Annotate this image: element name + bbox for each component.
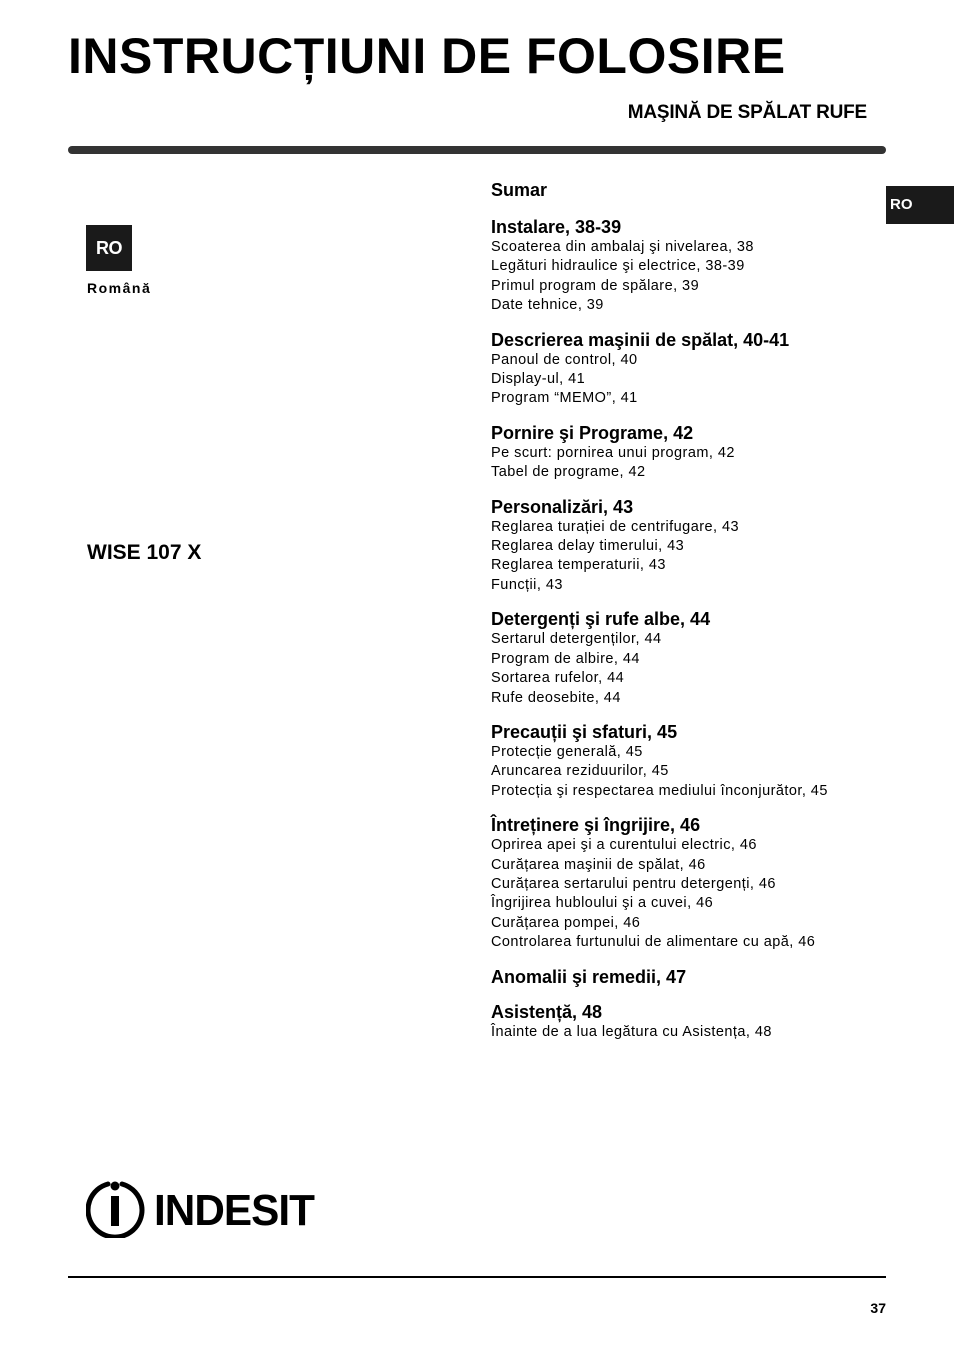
language-side-tab: RO bbox=[886, 186, 954, 224]
logo-emblem-icon bbox=[88, 1182, 142, 1238]
toc-item: Primul program de spălare, 39 bbox=[491, 277, 700, 294]
toc-section bbox=[491, 609, 886, 708]
toc-item: Îngrijirea hubloului şi a cuvei, 46 bbox=[491, 895, 714, 912]
toc-item: Sertarul detergenților, 44 bbox=[491, 631, 662, 648]
toc-item: Curățarea maşinii de spălat, 46 bbox=[491, 856, 706, 873]
toc-item: Date tehnice, 39 bbox=[491, 297, 604, 314]
logo-wordmark: INDESIT bbox=[154, 1186, 316, 1235]
toc-section-heading: Instalare, 38-39 bbox=[491, 217, 622, 237]
toc-item: Controlarea furtunului de alimentare cu apă, 46 bbox=[491, 934, 816, 951]
toc-section-heading: Detergenți şi rufe albe, 44 bbox=[491, 609, 711, 630]
toc-item-list bbox=[491, 743, 886, 801]
toc-item-list bbox=[491, 351, 886, 409]
toc-item: Reglarea delay timerului, 43 bbox=[491, 538, 685, 555]
toc-item: Scoaterea din ambalaj şi nivelarea, 38 bbox=[491, 239, 754, 255]
toc-section-heading: Anomalii şi remedii, 47 bbox=[491, 966, 687, 987]
language-name: Română bbox=[87, 280, 152, 296]
toc-item-list bbox=[491, 836, 886, 952]
header-divider bbox=[68, 146, 886, 154]
document-subtitle: MAŞINĂ DE SPĂLAT RUFE bbox=[627, 102, 867, 123]
toc-item: Rufe deosebite, 44 bbox=[491, 689, 621, 706]
toc-item: Înainte de a lua legătura cu Asistența, 48 bbox=[491, 1023, 772, 1040]
table-of-contents bbox=[491, 179, 886, 1056]
language-badge: RO bbox=[86, 225, 132, 271]
toc-item-list bbox=[491, 1023, 886, 1042]
toc-item: Oprirea apei şi a curentului electric, 46 bbox=[491, 837, 757, 854]
page-number: 37 bbox=[870, 1300, 886, 1316]
toc-section bbox=[491, 722, 886, 801]
toc-section-heading: Întreținere şi îngrijire, 46 bbox=[491, 815, 701, 836]
toc-item: Funcții, 43 bbox=[491, 576, 563, 593]
toc-item-list bbox=[491, 518, 886, 596]
toc-section bbox=[491, 815, 886, 952]
toc-section bbox=[491, 330, 886, 409]
model-name: WISE 107 X bbox=[87, 541, 202, 564]
toc-item-list bbox=[491, 444, 886, 483]
toc-item: Curățarea sertarului pentru detergenți, 46 bbox=[491, 875, 776, 892]
toc-sections bbox=[491, 217, 886, 1042]
toc-item: Pe scurt: pornirea unui program, 42 bbox=[491, 444, 735, 461]
toc-item: Protecția şi respectarea mediului înconjurător, 45 bbox=[491, 782, 828, 799]
toc-section-heading: Precauții şi sfaturi, 45 bbox=[491, 721, 678, 742]
toc-section-heading: Pornire şi Programe, 42 bbox=[491, 422, 694, 443]
toc-item: Panoul de control, 40 bbox=[491, 351, 638, 368]
toc-item-list bbox=[491, 238, 886, 316]
toc-section-heading: Asistență, 48 bbox=[491, 1001, 603, 1022]
footer-divider bbox=[68, 1276, 886, 1278]
toc-item: Reglarea temperaturii, 43 bbox=[491, 557, 666, 574]
toc-title: Sumar bbox=[491, 180, 548, 200]
toc-section bbox=[491, 423, 886, 483]
toc-section-heading: Descrierea maşinii de spălat, 40-41 bbox=[491, 329, 790, 350]
toc-section bbox=[491, 497, 886, 596]
toc-item: Program de albire, 44 bbox=[491, 650, 640, 667]
toc-item: Display-ul, 41 bbox=[491, 371, 586, 388]
toc-item: Curățarea pompei, 46 bbox=[491, 914, 641, 931]
toc-item: Legături hidraulice şi electrice, 38-39 bbox=[491, 258, 745, 275]
toc-section bbox=[491, 967, 886, 988]
toc-item: Aruncarea reziduurilor, 45 bbox=[491, 763, 669, 780]
toc-item: Tabel de programe, 42 bbox=[491, 464, 646, 481]
toc-item: Reglarea turației de centrifugare, 43 bbox=[491, 518, 739, 535]
toc-item: Sortarea rufelor, 44 bbox=[491, 670, 625, 687]
toc-section-heading: Personalizări, 43 bbox=[491, 496, 634, 517]
toc-item-list bbox=[491, 630, 886, 708]
page-title: INSTRUCȚIUNI DE FOLOSIRE bbox=[68, 28, 786, 84]
toc-item: Protecție generală, 45 bbox=[491, 743, 643, 760]
toc-section bbox=[491, 217, 886, 316]
toc-section bbox=[491, 1002, 886, 1042]
indesit-logo bbox=[86, 1176, 326, 1238]
toc-item: Program “MEMO”, 41 bbox=[491, 390, 638, 407]
